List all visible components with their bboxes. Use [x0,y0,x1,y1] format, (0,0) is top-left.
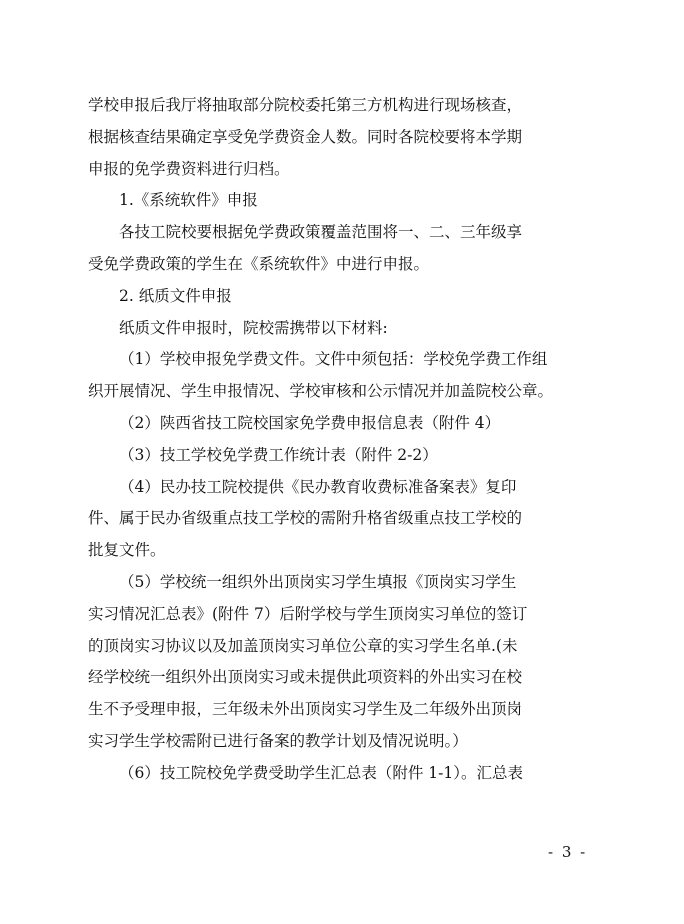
text-line: 根据核查结果确定享受免学费资金人数。同时各院校要将本学期 [88,127,523,146]
text-line: 实习学生学校需附已进行备案的教学计划及情况说明。） [88,731,468,750]
text-line: （3）技工学校免学费工作统计表（附件 2-2） [119,445,438,464]
text-line: （1）学校申报免学费文件。文件中须包括：学校免学费工作组 [119,350,548,369]
text-line: （4）民办技工院校提供《民办教育收费标准备案表》复印 [119,477,517,496]
text-line: 的顶岗实习协议以及加盖顶岗实习单位公章的实习学生名单.(未 [88,636,518,655]
text-line: 经学校统一组织外出顶岗实习或未提供此项资料的外出实习在校 [88,668,523,687]
text-line: 批复文件。 [88,541,166,560]
text-line: 各技工院校要根据免学费政策覆盖范围将一、二、三年级享 [119,223,523,242]
text-line: （5）学校统一组织外出顶岗实习学生填报《顶岗实习学生 [119,572,517,591]
text-line: 1.《系统软件》申报 [119,191,258,210]
text-line: 学校申报后我厅将抽取部分院校委托第三方机构进行现场核查， [88,96,523,114]
text-line: 受免学费政策的学生在《系统软件》中进行申报。 [88,254,430,273]
text-line: 织开展情况、学生申报情况、学校审核和公示情况并加盖院校公章。 [88,382,554,401]
text-line: 生不予受理申报，三年级未外出顶岗实习学生及二年级外出顶岗 [88,700,523,719]
text-line: 纸质文件申报时，院校需携带以下材料: [119,318,388,337]
page-number: - 3 - [548,843,588,861]
document-body [88,90,608,790]
text-line: 2. 纸质文件申报 [119,286,232,305]
text-line: （6）技工院校免学费受助学生汇总表（附件 1-1）。汇总表 [119,763,524,782]
text-line: 件、属于民办省级重点技工学校的需附升格省级重点技工学校的 [88,509,523,528]
text-line: （2）陕西省技工院校国家免学费申报信息表（附件 4） [119,413,501,432]
text-line: 申报的免学费资料进行归档。 [88,159,290,178]
text-line: 实习情况汇总表》(附件 7）后附学校与学生顶岗实习单位的签订 [88,604,528,623]
